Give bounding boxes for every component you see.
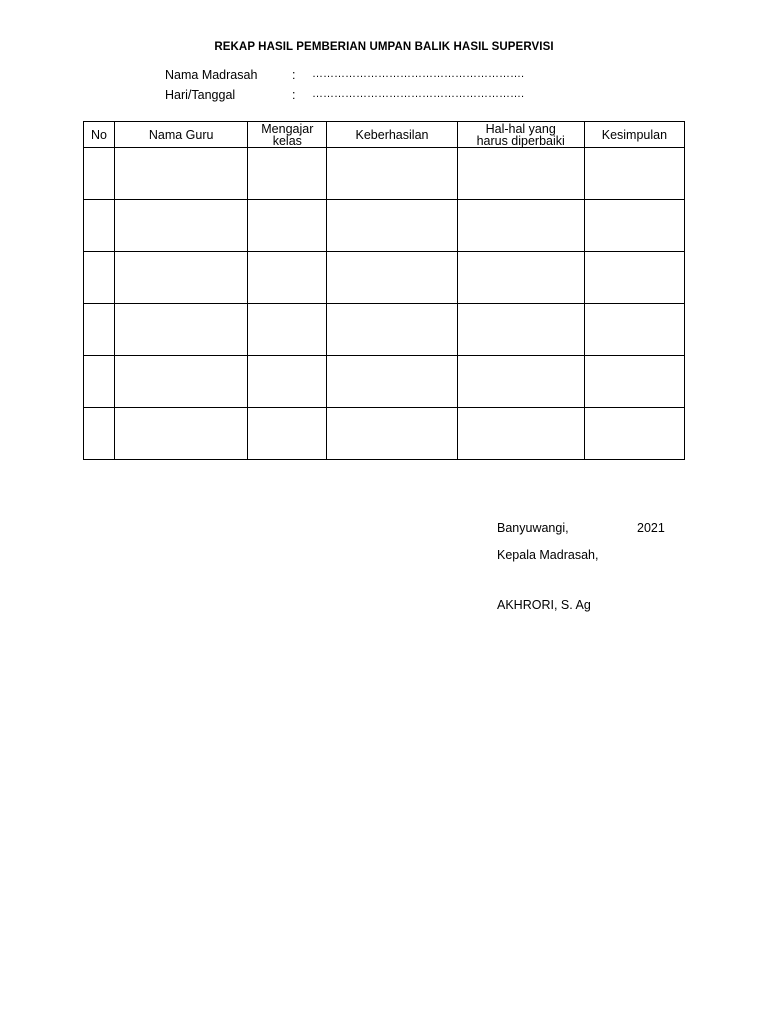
table-cell bbox=[84, 356, 115, 408]
table-cell bbox=[84, 408, 115, 460]
table-cell bbox=[84, 304, 115, 356]
table-cell bbox=[115, 356, 248, 408]
table-cell bbox=[84, 252, 115, 304]
meta-value-dots: …………………………………………………. bbox=[312, 68, 525, 80]
header-kesimpulan: Kesimpulan bbox=[584, 122, 684, 148]
table-cell bbox=[584, 252, 684, 304]
table-cell bbox=[248, 148, 327, 200]
header-mengajar-kelas bbox=[248, 122, 327, 148]
table-cell bbox=[327, 200, 457, 252]
recap-table bbox=[83, 121, 685, 460]
signature-name: AKHRORI, S. Ag bbox=[497, 598, 591, 612]
table-cell bbox=[248, 200, 327, 252]
meta-label: Hari/Tanggal bbox=[165, 88, 236, 102]
table-cell bbox=[327, 252, 457, 304]
header-line: Mengajar bbox=[261, 121, 314, 136]
table-cell bbox=[248, 408, 327, 460]
header-line: harus diperbaiki bbox=[476, 133, 565, 148]
table-cell bbox=[115, 408, 248, 460]
header-nama-guru: Nama Guru bbox=[115, 122, 248, 148]
header-line: kelas bbox=[272, 133, 302, 148]
table-cell bbox=[248, 356, 327, 408]
table-cell bbox=[457, 304, 584, 356]
meta-colon: : bbox=[292, 88, 296, 102]
table-cell bbox=[115, 252, 248, 304]
table-cell bbox=[84, 200, 115, 252]
table-row bbox=[84, 148, 685, 200]
meta-colon: : bbox=[292, 68, 296, 82]
table-cell bbox=[584, 356, 684, 408]
meta-value-dots: …………………………………………………. bbox=[312, 88, 525, 100]
table-row bbox=[84, 356, 685, 408]
table-header-row bbox=[84, 122, 685, 148]
table-row bbox=[84, 304, 685, 356]
header-keberhasilan: Keberhasilan bbox=[327, 122, 457, 148]
table-cell bbox=[115, 304, 248, 356]
table-cell bbox=[84, 148, 115, 200]
table-cell bbox=[115, 200, 248, 252]
table-cell bbox=[248, 304, 327, 356]
meta-label: Nama Madrasah bbox=[165, 68, 258, 82]
table-cell bbox=[584, 304, 684, 356]
table-cell bbox=[457, 356, 584, 408]
table-cell bbox=[115, 148, 248, 200]
signature-place: Banyuwangi, bbox=[497, 521, 569, 535]
header-hal-hal-diperbaiki bbox=[457, 122, 584, 148]
header-line: Hal-hal yang bbox=[485, 121, 556, 136]
table-cell bbox=[457, 148, 584, 200]
header-no: No bbox=[84, 122, 115, 148]
table-row bbox=[84, 408, 685, 460]
table-cell bbox=[584, 408, 684, 460]
table-cell bbox=[584, 148, 684, 200]
table-cell bbox=[457, 200, 584, 252]
table-row bbox=[84, 252, 685, 304]
table-body bbox=[84, 148, 685, 460]
table-cell bbox=[327, 408, 457, 460]
table-cell bbox=[327, 304, 457, 356]
table-cell bbox=[327, 356, 457, 408]
table-cell bbox=[584, 200, 684, 252]
signature-year: 2021 bbox=[637, 521, 665, 535]
signature-role: Kepala Madrasah, bbox=[497, 548, 599, 562]
table-cell bbox=[327, 148, 457, 200]
table-cell bbox=[248, 252, 327, 304]
document-title: REKAP HASIL PEMBERIAN UMPAN BALIK HASIL SUPERVISI bbox=[214, 41, 554, 53]
table-cell bbox=[457, 408, 584, 460]
table-cell bbox=[457, 252, 584, 304]
table-row bbox=[84, 200, 685, 252]
